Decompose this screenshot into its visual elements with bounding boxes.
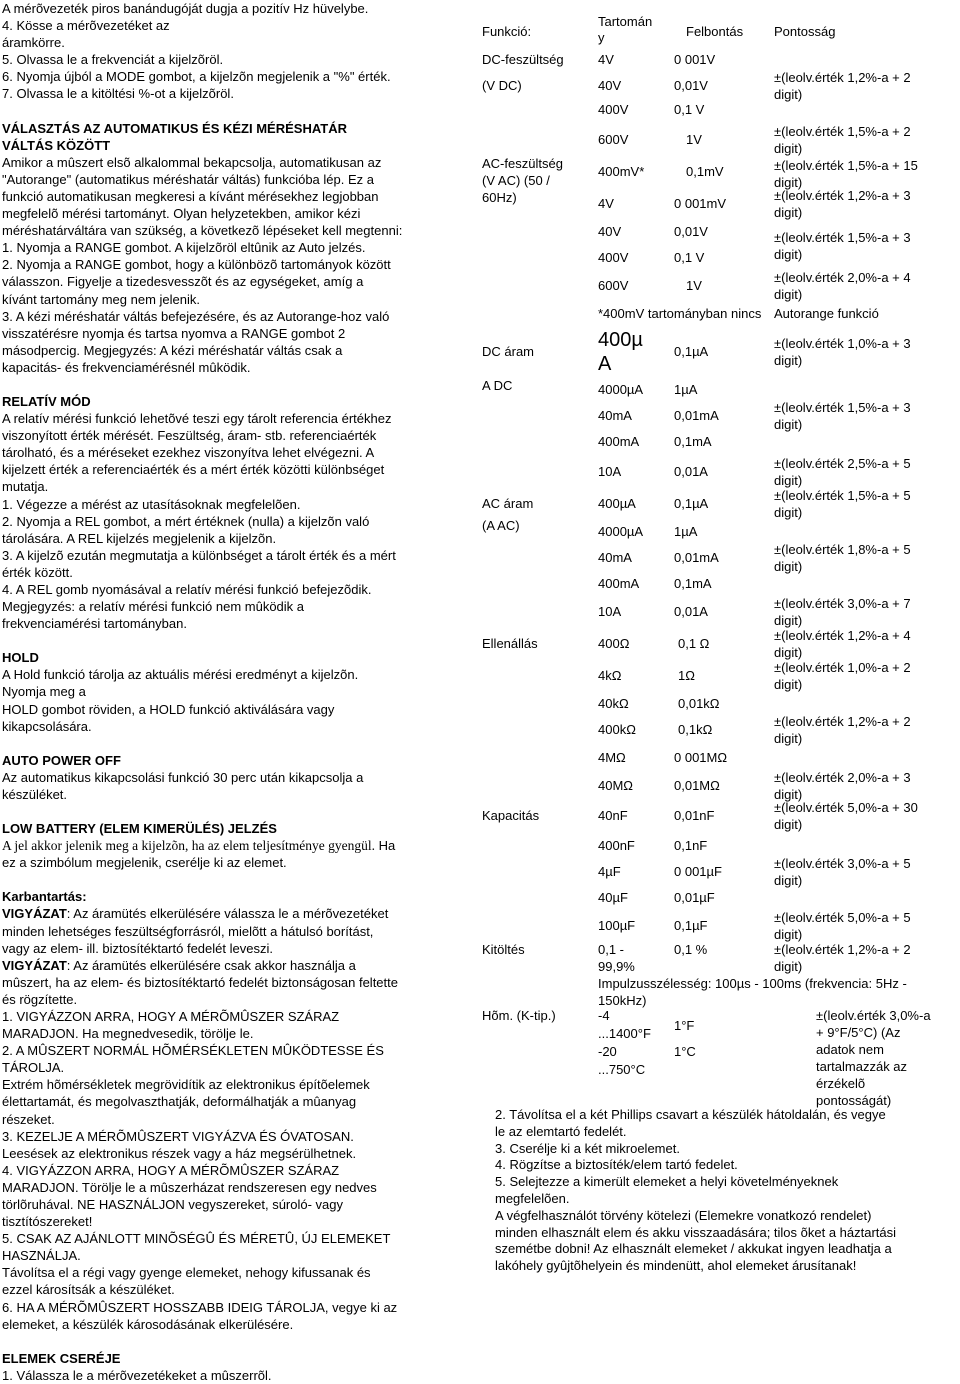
accuracy-cell: adatok nem: [816, 1042, 884, 1057]
resolution-cell: 0,01V: [674, 78, 708, 93]
resolution-cell: 1V: [686, 278, 702, 293]
left-column: [2, 0, 450, 1384]
resolution-cell: 0,1µA: [674, 344, 709, 359]
range-cell: -4: [598, 1008, 610, 1023]
text-line: 3. A kijelzõ ezután megmutatja a különbséget a tárolt érték és a mért: [2, 547, 396, 563]
text-line: Amikor a mûszert elsõ alkalommal bekapcsolja, automatikusan az: [2, 154, 382, 170]
range-cell: 400mA: [598, 434, 640, 449]
resolution-cell: 0 001V: [674, 52, 716, 67]
accuracy-cell: ±(leolv.érték 2,0%-a + 4 digit): [774, 270, 911, 302]
text-line: 3. A kézi méréshatár váltás befejezésére, és az Autorange-hoz való: [2, 308, 390, 324]
low-battery-tail: Ha: [375, 838, 396, 854]
range-cell-large: A: [598, 353, 612, 375]
text-line: minden lehetséges feszültségforrásról, mielõtt a hátulsó borítást,: [2, 923, 374, 939]
resolution-cell: 0,1 %: [674, 942, 708, 957]
header-resolution: Felbontás: [686, 24, 744, 39]
resolution-cell: 0 001MΩ: [674, 750, 728, 765]
range-cell: 0,1 -: [598, 942, 625, 957]
resolution-cell: 0,1kΩ: [678, 722, 713, 737]
accuracy-cell: ±(leolv.érték 1,0%-a + 2 digit): [774, 660, 911, 692]
resolution-cell: 0,01mA: [674, 408, 719, 423]
range-cell: 400µA: [598, 496, 636, 511]
range-cell: 40V: [598, 78, 622, 93]
text-line: válasszon. Figyelje a tizedesvesszõt és az egységeket, amíg a: [2, 274, 364, 290]
range-cell: 400mA: [598, 576, 640, 591]
maintenance-section: [2, 974, 450, 1333]
battery-replacement-heading: ELEMEK CSERÉJE: [2, 1350, 121, 1366]
range-cell: 600V: [598, 132, 629, 147]
text-line: 6. Nyomja újból a MODE gombot, a kijelzõn megjelenik a "%" érték.: [2, 69, 391, 85]
text-line: 4. A REL gomb nyomásával a relatív mérési funkció befejezõdik.: [2, 582, 372, 597]
text-line: HASZNÁLJA.: [2, 1248, 81, 1264]
accuracy-cell: ±(leolv.érték 1,5%-a + 3 digit): [774, 400, 911, 432]
resolution-cell: 0,01kΩ: [678, 696, 720, 711]
range-cell: 10A: [598, 604, 622, 619]
function-dc-voltage: DC-feszültség: [482, 52, 564, 67]
range-cell: 40V: [598, 224, 622, 239]
function-duty-cycle: Kitöltés: [482, 942, 525, 957]
text-line: vagy az elem- ill. biztosítéktartó fedelét leveszi.: [2, 940, 273, 956]
range-cell-large: 400µ: [598, 329, 643, 351]
accuracy-cell: ±(leolv.érték 1,2%-a + 2 digit): [774, 942, 911, 974]
text-line: 6. HA A MÉRÕMÛSZERT HOSSZABB IDEIG TÁROLJA, vegye ki az: [2, 1299, 398, 1315]
text-line: Megjegyzés: a relatív mérési funkció nem mûködik a: [2, 599, 305, 615]
resolution-cell: 0 001µF: [674, 864, 722, 879]
text-line: törlõruhával. NE HASZNÁLJON vegyszereket, súroló- vagy: [2, 1197, 344, 1212]
function-ac-current: AC áram: [482, 496, 534, 511]
text-line: visszatérésre nyomja és tartsa nyomva a RANGE gombot 2: [2, 325, 346, 341]
resolution-cell: 0,01mA: [674, 550, 719, 565]
text-line: A relatív mérési funkció lehetõvé teszi egy tárolt referencia értékhez: [2, 411, 392, 427]
range-cell: 4000µA: [598, 524, 644, 539]
resolution-cell: 0,1 V: [674, 250, 705, 265]
text-line: méréshatárváltára van szükség, a következõ lépéseket kell megtenni:: [2, 223, 403, 239]
resolution-cell: 0,01nF: [674, 808, 715, 823]
range-cell: 40mA: [598, 408, 632, 423]
text-line: 1. Válassza le a mérõvezetékeket a mûszerrõl.: [2, 1367, 272, 1383]
range-heading-2: VÁLTÁS KÖZÖTT: [2, 137, 111, 153]
accuracy-cell: ±(leolv.érték 1,2%-a + 3 digit): [774, 188, 911, 220]
function-ac-voltage-unit: (V AC) (50 /: [482, 173, 550, 188]
resolution-cell: 0,1µF: [674, 918, 708, 933]
text-line: élettartamát, és megolvaszthatják, deformálhatják a mûanyag: [2, 1094, 357, 1110]
text-line: kijelzett érték a referenciaérték és a mért érték közötti különbséget: [2, 462, 385, 478]
text-line: Leesések az elektronikus részek vagy a ház megsérülhetnek.: [2, 1145, 357, 1161]
text-line: és rögzítette.: [2, 991, 78, 1007]
hold-section: [2, 666, 450, 734]
ac-voltage-note-2: Autorange funkció: [774, 306, 879, 321]
relative-section: [2, 410, 450, 632]
text-line: 4. Kösse a mérõvezetéket az: [2, 18, 170, 34]
text-line: 5. CSAK AZ AJÁNLOTT MINÕSÉGÛ ÉS MÉRETÛ, ÚJ ELEMEKET: [2, 1231, 391, 1247]
text-line: MARADJON. Törölje le a mûszerházat rendszeresen egy nedves: [2, 1179, 377, 1195]
text-line: kívánt tartomány meg nem jelenik.: [2, 291, 200, 307]
text-line: szemétbe dobni! Az elhasznált elemeket / akkukat ingyen leadhatja a: [495, 1241, 892, 1257]
function-dc-current: DC áram: [482, 344, 535, 359]
text-line: Távolítsa el a régi vagy gyenge elemeket, nehogy kifussanak és: [2, 1265, 371, 1281]
resolution-cell: 1Ω: [678, 668, 695, 683]
resolution-cell: 0,1 Ω: [678, 636, 710, 651]
text-line: 1. Nyomja a RANGE gombot. A kijelzõröl eltûnik az Auto jelzés.: [2, 240, 366, 256]
range-cell: 400nF: [598, 838, 635, 853]
text-line: elemeket, a készülék károsodásának elkerülésére.: [2, 1316, 294, 1332]
text-line: megfelelõ mérési tartományt. Olyan helyzetekben, amikor kézi: [2, 206, 361, 222]
resolution-cell: 0,01µF: [674, 890, 715, 905]
range-cell: 400V: [598, 250, 629, 265]
resolution-cell: 1µA: [674, 524, 698, 539]
text-line: ez a szimbólum megjelenik, cserélje ki az elemet.: [2, 855, 287, 871]
text-line: 1. Végezze a mérést az utasításoknak megfelelõen.: [2, 496, 301, 512]
accuracy-cell: ±(leolv.érték 1,5%-a + 15 digit): [774, 158, 918, 190]
resolution-cell: 0,01MΩ: [674, 778, 720, 793]
text-line: másodpercig. Megjegyzés: A kézi méréshatár váltás csak a: [2, 342, 343, 358]
text-line: mutatja.: [2, 479, 49, 495]
resolution-cell: 0,1nF: [674, 838, 708, 853]
accuracy-cell: ±(leolv.érték 5,0%-a + 5 digit): [774, 910, 911, 942]
range-cell: -20: [598, 1044, 617, 1059]
intro-steps: [2, 0, 450, 103]
low-battery-heading: LOW BATTERY (ELEM KIMERÜLÉS) JELZÉS: [2, 821, 277, 837]
text-line: Nyomja meg a: [2, 684, 86, 700]
text-line: részeket.: [2, 1111, 55, 1127]
hold-heading: HOLD: [2, 650, 39, 666]
function-dc-voltage-unit: (V DC): [482, 78, 522, 93]
text-line: funkció automatikusan megkeresi a kívánt mérésekhez legjobban: [2, 188, 379, 204]
header-range-line1: Tartomán: [598, 14, 653, 29]
text-line: A mérõvezeték piros banándugóját dugja a pozitív Hz hüvelybe.: [2, 1, 369, 16]
accuracy-cell: ±(leolv.érték 3,0%-a + 5 digit): [774, 856, 911, 888]
text-line: 4. VIGYÁZZON ARRA, HOGY A MÉRÕMÛSZER SZÁRAZ: [2, 1162, 340, 1178]
accuracy-cell: ±(leolv.érték 1,2%-a + 2 digit): [774, 70, 911, 102]
header-range-line2: y: [598, 30, 605, 45]
accuracy-cell: ±(leolv.érték 1,0%-a + 3 digit): [774, 336, 911, 368]
text-line: [2, 837, 450, 854]
pulse-width-note-2: 150kHz): [598, 993, 647, 1008]
accuracy-cell: ±(leolv.érték 5,0%-a + 30 digit): [774, 800, 918, 832]
accuracy-cell: ±(leolv.érték 1,5%-a + 5 digit): [774, 488, 911, 520]
range-cell: 600V: [598, 278, 629, 293]
range-cell: 4V: [598, 196, 614, 211]
resolution-cell: 0,1µA: [674, 496, 709, 511]
text-line: 2. Nyomja a REL gombot, a mért értéknek (nulla) a kijelzõn való: [2, 513, 370, 529]
accuracy-cell: ±(leolv.érték 3,0%-a: [816, 1008, 931, 1023]
range-section: [2, 154, 450, 376]
accuracy-cell: ±(leolv.érték 1,2%-a + 4 digit): [774, 628, 911, 660]
text-line: frekvenciamérési tartományban.: [2, 616, 187, 632]
accuracy-cell: ±(leolv.érték 1,2%-a + 2 digit): [774, 714, 911, 746]
function-resistance: Ellenállás: [482, 636, 538, 651]
range-cell: 4µF: [598, 864, 621, 879]
text-line: A végfelhasználót törvény kötelezi (Elemekre vonatkozó rendelet): [495, 1207, 872, 1223]
auto-power-off-heading: AUTO POWER OFF: [2, 752, 121, 768]
range-cell: 10A: [598, 464, 622, 479]
text-line: A Hold funkció tárolja az aktuális mérési eredményt a kijelzõn.: [2, 667, 359, 683]
range-cell: 400Ω: [598, 636, 630, 651]
header-accuracy: Pontosság: [774, 24, 836, 39]
text-line: 2. Távolítsa el a két Phillips csavart a készülék hátoldalán, és vegye: [495, 1107, 886, 1122]
range-cell: 4MΩ: [598, 750, 626, 765]
range-cell: 4kΩ: [598, 668, 622, 683]
text-line: 2. A MÛSZERT NORMÁL HÕMÉRSÉKLETEN MÛKÖDTESSE ÉS: [2, 1043, 384, 1059]
range-cell: 40kΩ: [598, 696, 629, 711]
text-line: ezzel károsítsák a készüléket.: [2, 1282, 175, 1298]
text-line: Az automatikus kikapcsolási funkció 30 perc után kikapcsolja a: [2, 769, 364, 785]
text-line: tárolható, és a méréseket ezekhez viszonyítva lehet elvégezni. A: [2, 445, 375, 461]
function-ac-current-unit: (A AC): [482, 518, 520, 533]
maintenance-heading: Karbantartás:: [2, 889, 87, 905]
function-ac-voltage-freq: 60Hz): [482, 190, 517, 205]
resolution-cell: 0,1mA: [674, 576, 712, 591]
text-line: 1. VIGYÁZZON ARRA, HOGY A MÉRÕMÛSZER SZÁRAZ: [2, 1008, 340, 1024]
text-line: HOLD gombot röviden, a HOLD funkció aktiválására vagy: [2, 701, 335, 717]
function-temperature: Hõm. (K-tip.): [482, 1008, 556, 1023]
text-line: 4. Rögzítse a biztosíték/elem tartó fedelet.: [495, 1157, 738, 1173]
range-cell: 40MΩ: [598, 778, 634, 793]
text-line: 7. Olvassa le a kitöltési %-ot a kijelzõröl.: [2, 86, 234, 102]
resolution-cell: 0,01A: [674, 464, 708, 479]
text-line: megfelelõen.: [495, 1190, 570, 1206]
range-cell: 400mV*: [598, 164, 645, 179]
text-line: le az elemtartó fedelét.: [495, 1123, 627, 1139]
text-line: tárolására. A REL kijelzés megjelenik a kijelzõn.: [2, 530, 277, 546]
header-function: Funkció:: [482, 24, 532, 39]
resolution-cell: 0 001mV: [674, 196, 727, 211]
resolution-cell: 0,1mV: [686, 164, 724, 179]
range-heading-1: VÁLASZTÁS AZ AUTOMATIKUS ÉS KÉZI MÉRÉSHATÁR: [2, 120, 347, 136]
resolution-cell: 1°C: [674, 1044, 696, 1059]
resolution-cell: 1V: [686, 132, 702, 147]
text-line: 5. Olvassa le a frekvenciát a kijelzõröl.: [2, 52, 224, 68]
text-line: [2, 905, 450, 922]
text-line: 5. Selejtezze a kimerült elemeket a helyi követelményeknek: [495, 1174, 839, 1190]
accuracy-cell: ±(leolv.érték 1,8%-a + 5 digit): [774, 542, 911, 574]
text-line: 3. Cserélje ki a két mikroelemet.: [495, 1140, 680, 1156]
text-line: TÁROLJA.: [2, 1060, 65, 1076]
range-cell: ...750°C: [598, 1062, 646, 1077]
text-line: MARADJON. Ha megnedvesedik, törölje le.: [2, 1026, 254, 1042]
low-battery-serif-text: A jel akkor jelenik meg a kijelzõn, ha az elem teljesítménye gyengül.: [2, 838, 375, 854]
resolution-cell: 0,1 V: [674, 102, 705, 117]
warning-label: VIGYÁZAT: [2, 906, 67, 922]
resolution-cell: 0,01A: [674, 604, 708, 619]
function-dc-current-unit: A DC: [482, 378, 513, 393]
text-line: "Autorange" (automatikus méréshatár váltás) funkcióba lép. Ez a: [2, 171, 374, 187]
resolution-cell: 1°F: [674, 1018, 695, 1033]
text-line: készüléket.: [2, 786, 68, 802]
range-cell: 40mA: [598, 550, 632, 565]
accuracy-cell: ±(leolv.érték 3,0%-a + 7 digit): [774, 596, 911, 628]
text-line: kapacitás- és frekvenciamérésnél mûködik.: [2, 359, 251, 375]
ac-voltage-note: *400mV tartományban nincs: [598, 306, 762, 321]
text-line: 2. Nyomja a RANGE gombot, hogy a különbözõ tartományok között: [2, 257, 391, 273]
range-cell: 4V: [598, 52, 614, 67]
warning-text: : Az áramütés elkerülésére csak akkor használja a: [66, 957, 356, 973]
function-capacitance: Kapacitás: [482, 808, 540, 823]
range-cell: 400V: [598, 102, 629, 117]
range-cell: 40nF: [598, 808, 628, 823]
text-line: kikapcsolására.: [2, 718, 92, 734]
range-cell: 40µF: [598, 890, 628, 905]
range-cell: ...1400°F: [598, 1026, 651, 1041]
range-cell: 99,9%: [598, 959, 635, 974]
text-line: áramkörre.: [2, 35, 65, 51]
text-line: viszonyított érték mérését. Feszültség, áram- stb. referenciaérték: [2, 428, 377, 444]
accuracy-cell: ±(leolv.érték 2,5%-a + 5 digit): [774, 456, 911, 488]
spec-table: [478, 10, 958, 1122]
range-cell: 4000µA: [598, 382, 644, 397]
text-line: érték között.: [2, 564, 73, 580]
accuracy-cell: + 9°F/5°C) (Az: [816, 1025, 901, 1040]
warning-text: : Az áramütés elkerülésére válassza le a mérõvezetéket: [66, 906, 389, 922]
accuracy-cell: pontosságát): [816, 1093, 892, 1108]
right-column: [478, 0, 958, 1336]
text-line: minden elhasznált elem és akku visszaadására; tilos õket a háztartási: [495, 1224, 897, 1240]
accuracy-cell: ±(leolv.érték 1,5%-a + 2 digit): [774, 124, 911, 156]
accuracy-cell: érzékelõ: [816, 1076, 866, 1091]
accuracy-cell: ±(leolv.érték 1,5%-a + 3 digit): [774, 230, 911, 262]
warning-label: VIGYÁZAT: [2, 957, 67, 973]
accuracy-cell: ±(leolv.érték 2,0%-a + 3 digit): [774, 770, 911, 802]
resolution-cell: 1µA: [674, 382, 698, 397]
text-line: Extrém hõmérsékletek megrövidítik az elektronikus építõelemek: [2, 1077, 370, 1093]
pulse-width-note: Impulzusszélesség: 100µs - 100ms (frekvencia: 5Hz -: [598, 976, 907, 991]
resolution-cell: 0,1mA: [674, 434, 712, 449]
resolution-cell: 0,01V: [674, 224, 708, 239]
text-line: [2, 957, 450, 974]
range-cell: 400kΩ: [598, 722, 636, 737]
text-line: 3. KEZELJE A MÉRÕMÛSZERT VIGYÁZVA ÉS ÓVATOSAN.: [2, 1128, 354, 1144]
range-cell: 100µF: [598, 918, 636, 933]
text-line: lakóhely gyûjtõhelyein és mindenütt, ahol elemeket árusítanak!: [495, 1258, 857, 1274]
battery-steps: [495, 1107, 940, 1275]
relative-mode-heading: RELATÍV MÓD: [2, 393, 91, 409]
accuracy-cell: tartalmazzák az: [816, 1059, 908, 1074]
text-line: tisztítószereket!: [2, 1214, 93, 1230]
text-line: mûszert, ha az elem- és biztosítéktartó fedelét biztonságosan feltette: [2, 974, 398, 990]
function-ac-voltage: AC-feszültség: [482, 156, 563, 171]
